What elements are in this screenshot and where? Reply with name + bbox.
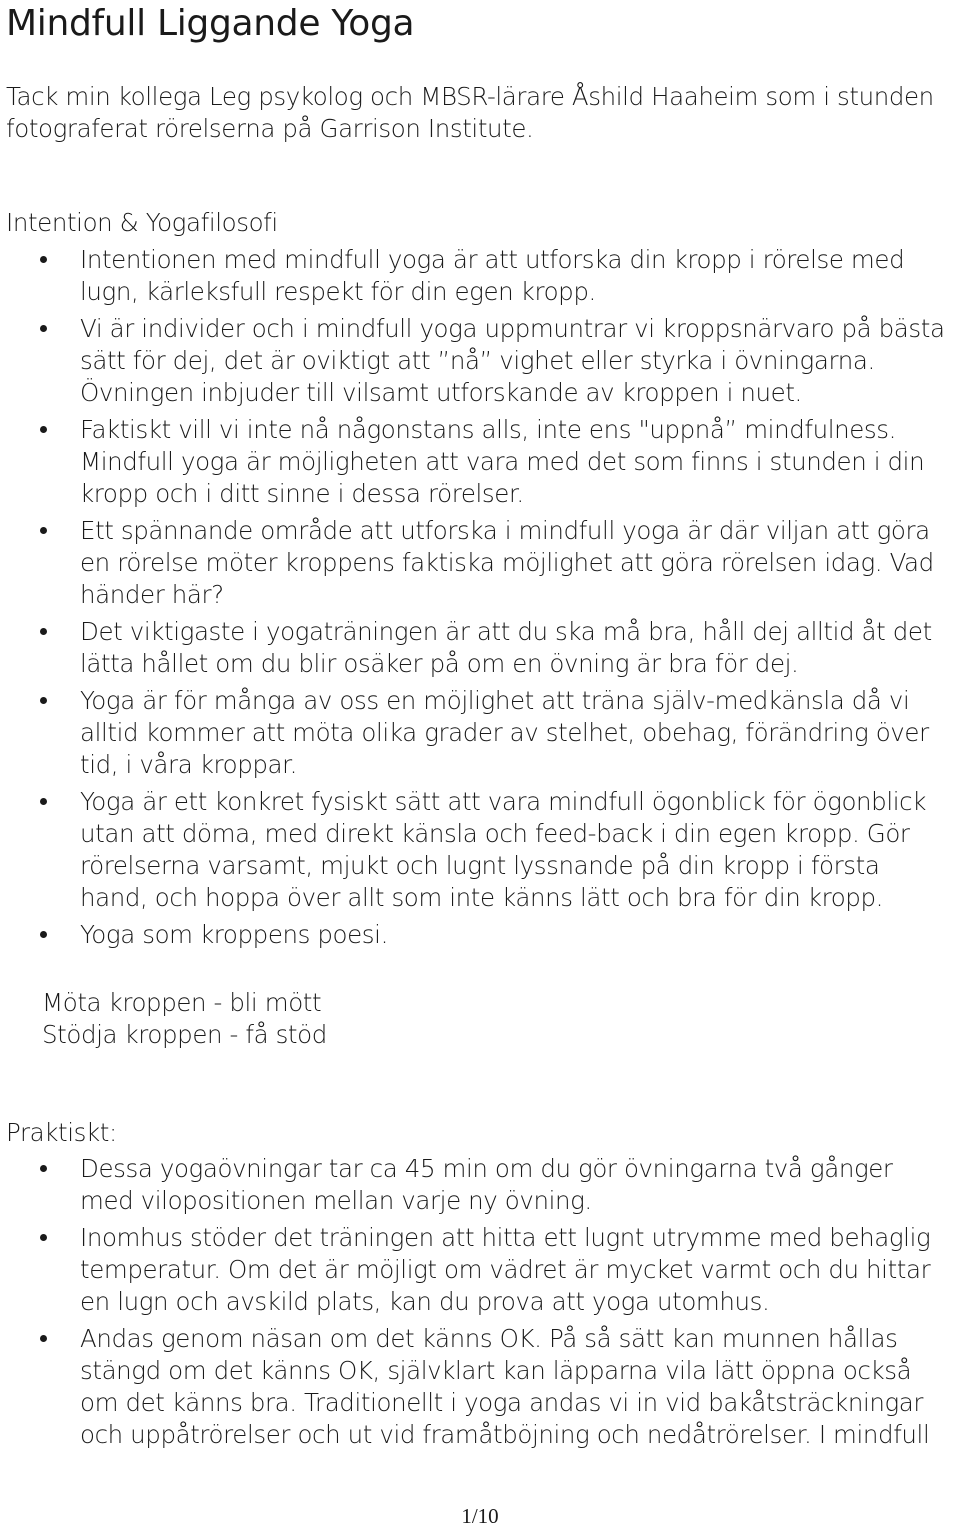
list-item-text: Vi är individer och i mindfull yoga uppmuntrar vi kroppsnärvaro på bästa sätt för dej, det är oviktigt att ”nå” vighet eller styrka i övningarna. Övningen inbjuder till vilsamt utforskande av kroppen i nuet. bbox=[80, 314, 945, 407]
list-item-text: Yoga som kroppens poesi. bbox=[80, 920, 388, 949]
bullet-icon bbox=[40, 1335, 47, 1342]
bullet-icon bbox=[40, 325, 47, 332]
intention-bullet-list bbox=[0, 244, 960, 951]
list-item-text: Yoga är för många av oss en möjlighet att träna själv-medkänsla då vi alltid kommer att möta olika grader av stelhet, obehag, förändring över tid, i våra kroppar. bbox=[80, 686, 929, 779]
list-item-text: Faktiskt vill vi inte nå någonstans alls, inte ens "uppnå” mindfulness. Mindfull yoga är möjligheten att vara med det som finns i stunden i din kropp och i ditt sinne i dessa rörelser. bbox=[80, 415, 925, 508]
list-item bbox=[0, 515, 960, 611]
bullet-icon bbox=[40, 628, 47, 635]
bullet-icon bbox=[40, 931, 47, 938]
section-heading-praktiskt: Praktiskt: bbox=[6, 1118, 117, 1147]
bullet-icon bbox=[40, 426, 47, 433]
list-item-text: Ett spännande område att utforska i mindfull yoga är där viljan att göra en rörelse möter kroppens faktiska möjlighet att göra rörelsen idag. Vad händer här? bbox=[80, 516, 934, 609]
list-item bbox=[0, 786, 960, 914]
list-item-text: Dessa yogaövningar tar ca 45 min om du gör övningarna två gånger med vilopositionen mellan varje ny övning. bbox=[80, 1154, 893, 1215]
list-item-text: Inomhus stöder det träningen att hitta ett lugnt utrymme med behaglig temperatur. Om det är möjligt om vädret är mycket varmt och du hittar en lugn och avskild plats, kan du prova att yoga utomhus. bbox=[80, 1223, 931, 1316]
list-item bbox=[0, 616, 960, 680]
list-item-text: Det viktigaste i yogaträningen är att du ska må bra, håll dej alltid åt det lätta hållet om du blir osäker på om en övning är bra för dej. bbox=[80, 617, 932, 678]
list-item-text: Intentionen med mindfull yoga är att utforska din kropp i rörelse med lugn, kärleksfull respekt för din egen kropp. bbox=[80, 245, 905, 306]
page-number: 1/10 bbox=[461, 1504, 499, 1528]
practical-bullet-list bbox=[0, 1153, 960, 1451]
bullet-icon bbox=[40, 1165, 47, 1172]
list-item bbox=[0, 1323, 960, 1451]
bullet-icon bbox=[40, 527, 47, 534]
section-heading-intention: Intention & Yogafilosofi bbox=[6, 208, 278, 237]
list-item-text: Andas genom näsan om det känns OK. På så sätt kan munnen hållas stängd om det känns OK, självklart kan läpparna vila lätt öppna också om det känns bra. Traditionellt i yoga andas vi in vid bakåtsträckningar och uppåtrörelser och ut vid framåtböjning och nedåtrörelser. I mindfull bbox=[80, 1324, 930, 1449]
bullet-icon bbox=[40, 697, 47, 704]
motto-line-1: Möta kroppen - bli mött bbox=[42, 988, 322, 1017]
list-item bbox=[0, 1222, 960, 1318]
list-item bbox=[0, 414, 960, 510]
list-item bbox=[0, 313, 960, 409]
list-item bbox=[0, 244, 960, 308]
list-item bbox=[0, 685, 960, 781]
list-item bbox=[0, 1153, 960, 1217]
bullet-icon bbox=[40, 1234, 47, 1241]
list-item-text: Yoga är ett konkret fysiskt sätt att vara mindfull ögonblick för ögonblick utan att döma, med direkt känsla och feed-back i din egen kropp. Gör rörelserna varsamt, mjukt och lugnt lyssnande på din kropp i första hand, och hoppa över allt som inte känns lätt och bra för din kropp. bbox=[80, 787, 927, 912]
list-item bbox=[0, 919, 960, 951]
document-title: Mindfull Liggande Yoga bbox=[6, 3, 415, 44]
bullet-icon bbox=[40, 798, 47, 805]
motto-line-2: Stödja kroppen - få stöd bbox=[42, 1020, 327, 1049]
intro-paragraph: Tack min kollega Leg psykolog och MBSR-lärare Åshild Haaheim som i stunden fotograferat rörelserna på Garrison Institute. bbox=[6, 82, 934, 143]
bullet-icon bbox=[40, 256, 47, 263]
